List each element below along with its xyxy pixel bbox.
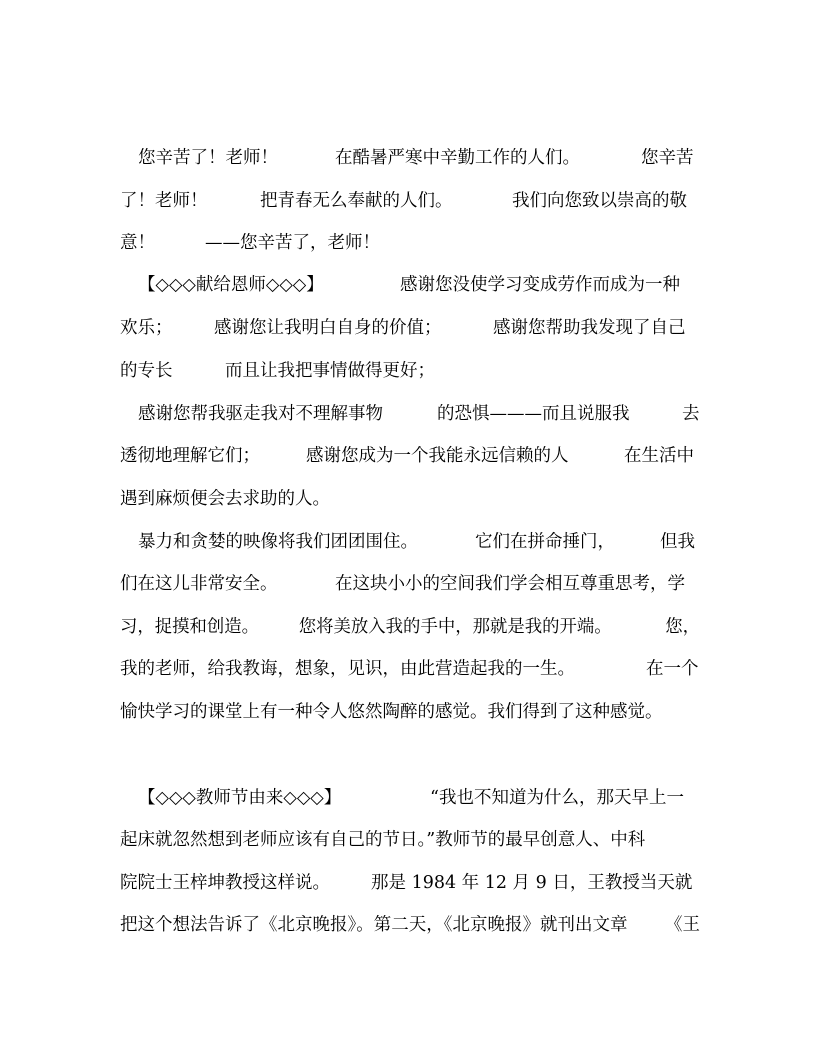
text-line xyxy=(0,481,330,517)
text-line xyxy=(0,267,680,303)
text-line xyxy=(0,438,694,474)
text-segment: 您将美放入我的手中，那就是我的开端。 xyxy=(298,617,612,637)
text-segment: 的专长 xyxy=(120,361,173,381)
text-line xyxy=(0,694,663,730)
text-segment: 我的老师，给我教诲，想象，见识，由此营造起我的一生。 xyxy=(120,659,575,679)
text-segment: 感谢您帮我驱走我对不理解事物 xyxy=(138,404,383,424)
text-segment: 您辛苦了！老师！ xyxy=(138,148,278,168)
text-line xyxy=(0,183,687,219)
text-segment: 在一个 xyxy=(646,659,699,679)
text-segment: 《王 xyxy=(665,915,700,935)
text-segment: 在酷暑严寒中辛勤工作的人们。 xyxy=(335,148,580,168)
text-segment: 但我 xyxy=(660,532,695,552)
text-line xyxy=(0,310,686,346)
text-line xyxy=(0,353,435,389)
text-segment: 您辛苦 xyxy=(641,148,694,168)
text-segment: 的恐惧———而且说服我 xyxy=(437,404,630,424)
text-segment: 感谢您没使学习变成劳作而成为一种 xyxy=(400,275,680,295)
text-segment: 【◇◇◇献给恩师◇◇◇】 xyxy=(138,275,324,295)
text-segment: 愉快学习的课堂上有一种令人悠然陶醉的感觉。我们得到了这种感觉。 xyxy=(120,702,663,722)
text-line xyxy=(0,396,700,432)
text-segment: 去 xyxy=(682,404,700,424)
text-segment: 透彻地理解它们； xyxy=(120,446,260,466)
text-line xyxy=(0,907,700,943)
text-segment: 它们在拼命捶门， xyxy=(475,532,615,552)
text-segment: 【◇◇◇教师节由来◇◇◇】 xyxy=(138,788,342,808)
text-line xyxy=(0,524,695,560)
text-segment: 在这块小小的空间我们学会相互尊重思考，学 xyxy=(335,574,685,594)
text-segment: 您， xyxy=(665,617,701,637)
text-segment: 感谢您帮助我发现了自己 xyxy=(493,318,686,338)
text-segment: 感谢您成为一个我能永远信赖的人 xyxy=(306,446,569,466)
text-segment: “我也不知道为什么，那天早上一 xyxy=(430,788,684,808)
text-segment: 暴力和贪婪的映像将我们团团围住。 xyxy=(138,532,418,552)
text-line xyxy=(0,651,699,687)
text-segment: 感谢您让我明白自身的价值； xyxy=(214,318,442,338)
text-segment: 意！ xyxy=(120,233,155,253)
text-segment: 在生活中 xyxy=(624,446,694,466)
text-line xyxy=(0,865,693,901)
text-segment: 欢乐； xyxy=(120,318,173,338)
text-segment: 遇到麻烦便会去求助的人。 xyxy=(120,489,330,509)
text-segment: 院院士王梓坤教授这样说。 xyxy=(120,873,330,893)
text-line xyxy=(0,225,380,261)
text-line xyxy=(0,566,685,602)
text-segment: 们在这儿非常安全。 xyxy=(120,574,278,594)
text-segment: 我们向您致以崇高的敬 xyxy=(512,191,687,211)
text-segment: 而且让我把事情做得更好； xyxy=(225,361,435,381)
text-segment: 起床就忽然想到老师应该有自己的节日。”教师节的最早创意人、中科 xyxy=(120,830,646,850)
text-segment: ——您辛苦了，老师！ xyxy=(205,233,380,253)
text-segment: 把青春无么奉献的人们。 xyxy=(260,191,453,211)
text-line xyxy=(0,822,646,858)
text-line xyxy=(0,780,684,816)
text-line xyxy=(0,140,694,176)
text-line xyxy=(1,609,701,645)
text-segment: 把这个想法告诉了《北京晚报》。第二天，《北京晚报》就刊出文章 xyxy=(120,915,628,935)
text-segment: 了！老师！ xyxy=(120,191,208,211)
text-segment: 那是 1984 年 12 月 9 日，王教授当天就 xyxy=(371,873,693,893)
text-segment: 习，捉摸和创造。 xyxy=(120,617,260,637)
